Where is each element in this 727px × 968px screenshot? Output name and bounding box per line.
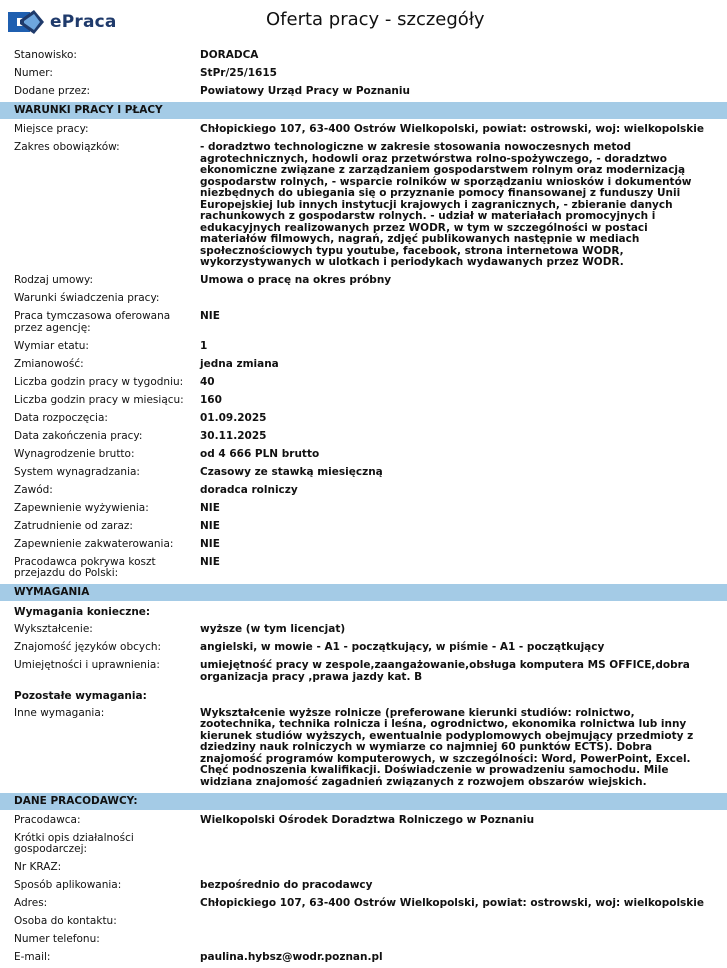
field-label: Nr KRAZ:: [0, 862, 200, 874]
field-label: Miejsce pracy:: [0, 124, 200, 136]
field-value: wyższe (w tym licencjat): [200, 624, 712, 636]
section-pracodawca: [0, 813, 727, 968]
pracodawca-row: [0, 813, 727, 831]
field-label: Numer telefonu:: [0, 934, 200, 946]
summary-row: [0, 48, 727, 66]
field-value: NIE: [200, 311, 712, 334]
field-value: Umowa o pracę na okres próbny: [200, 275, 712, 287]
field-label: Zapewnienie wyżywienia:: [0, 503, 200, 515]
section-header-pracodawca: DANE PRACODAWCY:: [0, 793, 727, 810]
epraca-logo[interactable]: [8, 10, 117, 34]
page-title: Oferta pracy - szczegóły: [266, 9, 485, 30]
warunki-row: [0, 309, 727, 339]
field-label: Inne wymagania:: [0, 708, 200, 789]
warunki-row: [0, 429, 727, 447]
required-list: [0, 622, 727, 688]
field-label: Znajomość języków obcych:: [0, 642, 200, 654]
warunki-row: [0, 291, 727, 309]
field-label: Dodane przez:: [0, 86, 200, 98]
warunki-row: [0, 140, 727, 273]
field-value: 30.11.2025: [200, 431, 712, 443]
field-label: Zatrudnienie od zaraz:: [0, 521, 200, 533]
pracodawca-row: [0, 950, 727, 968]
warunki-row: [0, 411, 727, 429]
other-requirements-list: [0, 706, 727, 793]
field-label: Data zakończenia pracy:: [0, 431, 200, 443]
pracodawca-row: [0, 914, 727, 932]
warunki-row: [0, 357, 727, 375]
field-value: [200, 862, 712, 874]
field-value: umiejętność pracy w zespole,zaangażowanie,obsługa komputera MS OFFICE,dobra organizacja pracy ,prawa jazdy kat. B: [200, 660, 712, 683]
pracodawca-row: [0, 831, 727, 861]
summary-row: [0, 66, 727, 84]
field-value: 40: [200, 377, 712, 389]
pracodawca-row: [0, 932, 727, 950]
field-value: bezpośrednio do pracodawcy: [200, 880, 712, 892]
offer-details: [0, 48, 727, 968]
field-label: System wynagradzania:: [0, 467, 200, 479]
other-heading: Pozostałe wymagania:: [0, 688, 727, 706]
page-header: [0, 0, 727, 44]
field-label: Zakres obowiązków:: [0, 142, 200, 269]
field-value: doradca rolniczy: [200, 485, 712, 497]
field-value: NIE: [200, 521, 712, 533]
field-value: Wielkopolski Ośrodek Doradztwa Rolniczego w Poznaniu: [200, 815, 712, 827]
field-label: Osoba do kontaktu:: [0, 916, 200, 928]
field-label: Krótki opis działalności gospodarczej:: [0, 833, 200, 856]
field-label: Rodzaj umowy:: [0, 275, 200, 287]
field-label: Liczba godzin pracy w miesiącu:: [0, 395, 200, 407]
field-label: Stanowisko:: [0, 50, 200, 62]
other-row: [0, 706, 727, 793]
warunki-row: [0, 273, 727, 291]
field-label: Warunki świadczenia pracy:: [0, 293, 200, 305]
warunki-row: [0, 375, 727, 393]
warunki-row: [0, 555, 727, 585]
field-label: Wynagrodzenie brutto:: [0, 449, 200, 461]
field-label: Zapewnienie zakwaterowania:: [0, 539, 200, 551]
field-label: E-mail:: [0, 952, 200, 964]
field-value: [200, 934, 712, 946]
field-label: Adres:: [0, 898, 200, 910]
warunki-row: [0, 339, 727, 357]
field-label: Zawód:: [0, 485, 200, 497]
field-value: [200, 916, 712, 928]
field-label: Pracodawca pokrywa koszt przejazdu do Polski:: [0, 557, 200, 580]
summary-row: [0, 84, 727, 102]
field-label: Wykształcenie:: [0, 624, 200, 636]
field-value: Chłopickiego 107, 63-400 Ostrów Wielkopolski, powiat: ostrowski, woj: wielkopolskie: [200, 898, 712, 910]
warunki-row: [0, 537, 727, 555]
field-value: Czasowy ze stawką miesięczną: [200, 467, 712, 479]
warunki-row: [0, 447, 727, 465]
field-value: StPr/25/1615: [200, 68, 712, 80]
required-row: [0, 640, 727, 658]
warunki-row: [0, 519, 727, 537]
required-row: [0, 622, 727, 640]
warunki-row: [0, 501, 727, 519]
field-label: Data rozpoczęcia:: [0, 413, 200, 425]
field-label: Liczba godzin pracy w tygodniu:: [0, 377, 200, 389]
field-value: NIE: [200, 539, 712, 551]
pracodawca-row: [0, 878, 727, 896]
field-label: Wymiar etatu:: [0, 341, 200, 353]
field-value: od 4 666 PLN brutto: [200, 449, 712, 461]
required-row: [0, 658, 727, 688]
field-value: [200, 293, 712, 305]
field-label: Umiejętności i uprawnienia:: [0, 660, 200, 683]
section-header-wymagania: WYMAGANIA: [0, 584, 727, 601]
epraca-logo-icon: [8, 10, 44, 34]
field-label: Pracodawca:: [0, 815, 200, 827]
field-value: Chłopickiego 107, 63-400 Ostrów Wielkopolski, powiat: ostrowski, woj: wielkopolskie: [200, 124, 712, 136]
pracodawca-row: [0, 896, 727, 914]
offer-summary: [0, 48, 727, 102]
field-value: [200, 833, 712, 856]
required-heading: Wymagania konieczne:: [0, 604, 727, 622]
warunki-row: [0, 483, 727, 501]
field-value: 160: [200, 395, 712, 407]
field-value: 1: [200, 341, 712, 353]
warunki-row: [0, 465, 727, 483]
field-value: Powiatowy Urząd Pracy w Poznaniu: [200, 86, 712, 98]
field-label: Praca tymczasowa oferowana przez agencję:: [0, 311, 200, 334]
logo-text: ePraca: [50, 12, 117, 32]
field-value: NIE: [200, 557, 712, 580]
field-label: Numer:: [0, 68, 200, 80]
pracodawca-row: [0, 860, 727, 878]
warunki-row: [0, 122, 727, 140]
warunki-row: [0, 393, 727, 411]
field-value: angielski, w mowie - A1 - początkujący, w piśmie - A1 - początkujący: [200, 642, 712, 654]
field-value: - doradztwo technologiczne w zakresie stosowania nowoczesnych metod agrotechnicznych, hodowli oraz przetwórstwa rolno-spożywczego, - doradztwo ekonomiczne związane z zarządzaniem gospodarstwem rolnym oraz modernizacją gospodarstw rolnych, - wsparcie rolników w sporządzaniu wniosków i dokumentów niezbędnych do ubiegania się o przyznanie pomocy finansowanej z funduszy Unii Europejskiej lub innych instytucji krajowych i zagranicznych, - zbieranie danych rachunkowych z gospodarstw rolnych. - udział w materiałach promocyjnych i edukacyjnych realizowanych przez WODR, w tym w szczególności w postaci materiałów filmowych, nagrań, zdjęć publikowanych następnie w mediach społecznościowych typu youtube, facebook, strona internetowa WODR, wykorzystywanych w ulotkach i periodykach wydawanych przez WODR.: [200, 142, 712, 269]
field-label: Sposób aplikowania:: [0, 880, 200, 892]
email-link[interactable]: paulina.hybsz@wodr.poznan.pl: [200, 952, 712, 964]
field-label: Zmianowość:: [0, 359, 200, 371]
section-header-warunki: WARUNKI PRACY I PŁACY: [0, 102, 727, 119]
field-value: DORADCA: [200, 50, 712, 62]
field-value: Wykształcenie wyższe rolnicze (preferowane kierunki studiów: rolnictwo, zootechnika, technika rolnicza i leśna, ogrodnictwo, ekonomika rolnictwa lub inny kierunek studiów wyższych, ewentualnie podyplomowych obejmujący przedmioty z dziedziny nauk rolniczych w wymiarze co najmniej 60 punktów ECTS). Dobra znajomość programów komputerowych, w szczególności: Word, PowerPoint, Excel. Chęć podnoszenia kwalifikacji. Doświadczenie w prowadzeniu samochodu. Mile widziana znajomość zagadnień związanych z rozwojem obszarów wiejskich.: [200, 708, 712, 789]
field-value: jedna zmiana: [200, 359, 712, 371]
field-value: NIE: [200, 503, 712, 515]
section-warunki: [0, 122, 727, 584]
field-value: 01.09.2025: [200, 413, 712, 425]
